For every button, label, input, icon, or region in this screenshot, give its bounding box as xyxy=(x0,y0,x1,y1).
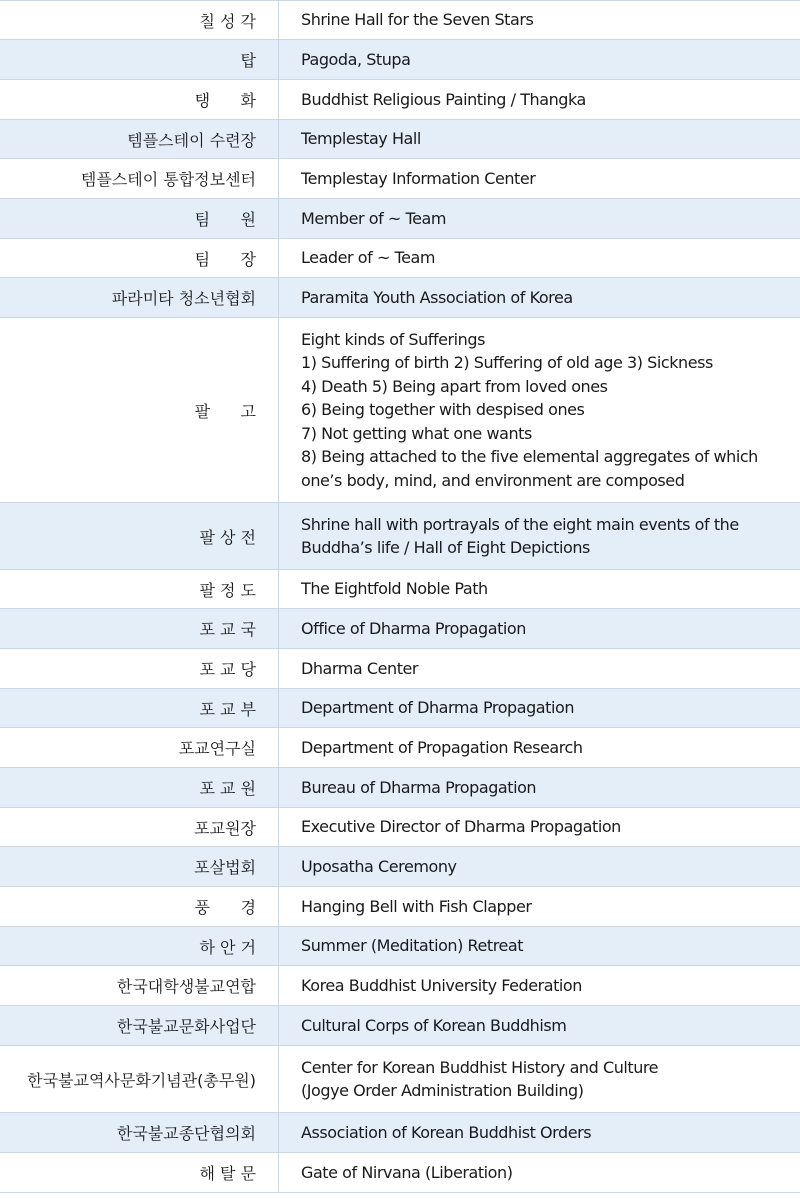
korean-term: 풍 경 xyxy=(0,887,279,926)
table-row xyxy=(0,808,800,847)
korean-term: 팀 장 xyxy=(0,239,279,277)
korean-term: 파라미타 청소년협회 xyxy=(0,278,279,317)
english-term: Buddhist Religious Painting / Thangka xyxy=(301,89,586,109)
korean-term: 팔 고 xyxy=(0,318,279,502)
korean-term: 템플스테이 통합정보센터 xyxy=(0,159,279,198)
table-row xyxy=(0,1113,800,1153)
korean-term: 한국불교종단협의회 xyxy=(0,1113,279,1152)
table-row xyxy=(0,239,800,278)
korean-term: 한국대학생불교연합 xyxy=(0,966,279,1005)
table-row xyxy=(0,1153,800,1193)
table-row xyxy=(0,887,800,927)
english-term: Cultural Corps of Korean Buddhism xyxy=(301,1015,567,1035)
english-term: Center for Korean Buddhist History and Culture (Jogye Order Administration Building) xyxy=(301,1057,659,1100)
table-row xyxy=(0,318,800,503)
english-term: The Eightfold Noble Path xyxy=(301,579,488,599)
english-term: Shrine hall with portrayals of the eight main events of the Buddha’s life / Hall of Eight Depictions xyxy=(301,514,739,557)
table-row xyxy=(0,199,800,239)
table-row xyxy=(0,1,800,40)
english-term: Pagoda, Stupa xyxy=(301,49,411,69)
table-row xyxy=(0,503,800,570)
english-term: Gate of Nirvana (Liberation) xyxy=(301,1162,513,1182)
korean-term: 팔 정 도 xyxy=(0,570,279,608)
korean-term: 팀 원 xyxy=(0,199,279,238)
english-term: Department of Propagation Research xyxy=(301,737,583,757)
korean-term: 템플스테이 수련장 xyxy=(0,120,279,158)
english-term: Korea Buddhist University Federation xyxy=(301,975,582,995)
table-row xyxy=(0,927,800,966)
korean-term: 칠 성 각 xyxy=(0,1,279,39)
korean-term: 포 교 부 xyxy=(0,689,279,727)
english-term: Templestay Hall xyxy=(301,129,421,149)
table-row xyxy=(0,80,800,120)
korean-term: 탑 xyxy=(0,40,279,79)
english-term: Department of Dharma Propagation xyxy=(301,698,575,718)
english-term: Paramita Youth Association of Korea xyxy=(301,287,573,307)
korean-term: 포 교 당 xyxy=(0,649,279,688)
korean-term: 포 교 국 xyxy=(0,609,279,648)
table-row xyxy=(0,570,800,609)
english-term: Summer (Meditation) Retreat xyxy=(301,936,524,956)
english-term: Dharma Center xyxy=(301,658,419,678)
english-term: Member of ~ Team xyxy=(301,208,446,228)
table-row xyxy=(0,768,800,808)
table-row xyxy=(0,847,800,887)
korean-term: 한국불교문화사업단 xyxy=(0,1006,279,1045)
korean-term: 포살법회 xyxy=(0,847,279,886)
table-row xyxy=(0,689,800,728)
table-row xyxy=(0,966,800,1006)
english-term: Leader of ~ Team xyxy=(301,248,436,268)
table-row xyxy=(0,1006,800,1046)
english-term: Eight kinds of Sufferings 1) Suffering of birth 2) Suffering of old age 3) Sickness 4) Death 5) Being apart from loved ones 6) Being together with despised ones 7) Not getting what one wants 8) Being attached to the five elemental aggregates of which one’s body, mind, and environment are composed xyxy=(301,329,758,490)
korean-term: 해 탈 문 xyxy=(0,1153,279,1192)
table-row xyxy=(0,120,800,159)
english-term: Shrine Hall for the Seven Stars xyxy=(301,10,534,30)
english-term: Hanging Bell with Fish Clapper xyxy=(301,896,532,916)
korean-term: 하 안 거 xyxy=(0,927,279,965)
english-term: Uposatha Ceremony xyxy=(301,856,457,876)
korean-term: 탱 화 xyxy=(0,80,279,119)
table-row xyxy=(0,649,800,689)
table-row xyxy=(0,728,800,768)
english-term: Bureau of Dharma Propagation xyxy=(301,777,537,797)
table-row xyxy=(0,159,800,199)
english-term: Executive Director of Dharma Propagation xyxy=(301,817,621,837)
table-row xyxy=(0,278,800,318)
korean-term: 팔 상 전 xyxy=(0,503,279,569)
korean-term: 포교원장 xyxy=(0,808,279,846)
korean-term: 포 교 원 xyxy=(0,768,279,807)
english-term: Association of Korean Buddhist Orders xyxy=(301,1122,592,1142)
table-row xyxy=(0,609,800,649)
table-row xyxy=(0,40,800,80)
korean-term: 포교연구실 xyxy=(0,728,279,767)
english-term: Templestay Information Center xyxy=(301,168,536,188)
english-term: Office of Dharma Propagation xyxy=(301,618,526,638)
table-row xyxy=(0,1046,800,1113)
korean-term: 한국불교역사문화기념관(총무원) xyxy=(0,1046,279,1112)
